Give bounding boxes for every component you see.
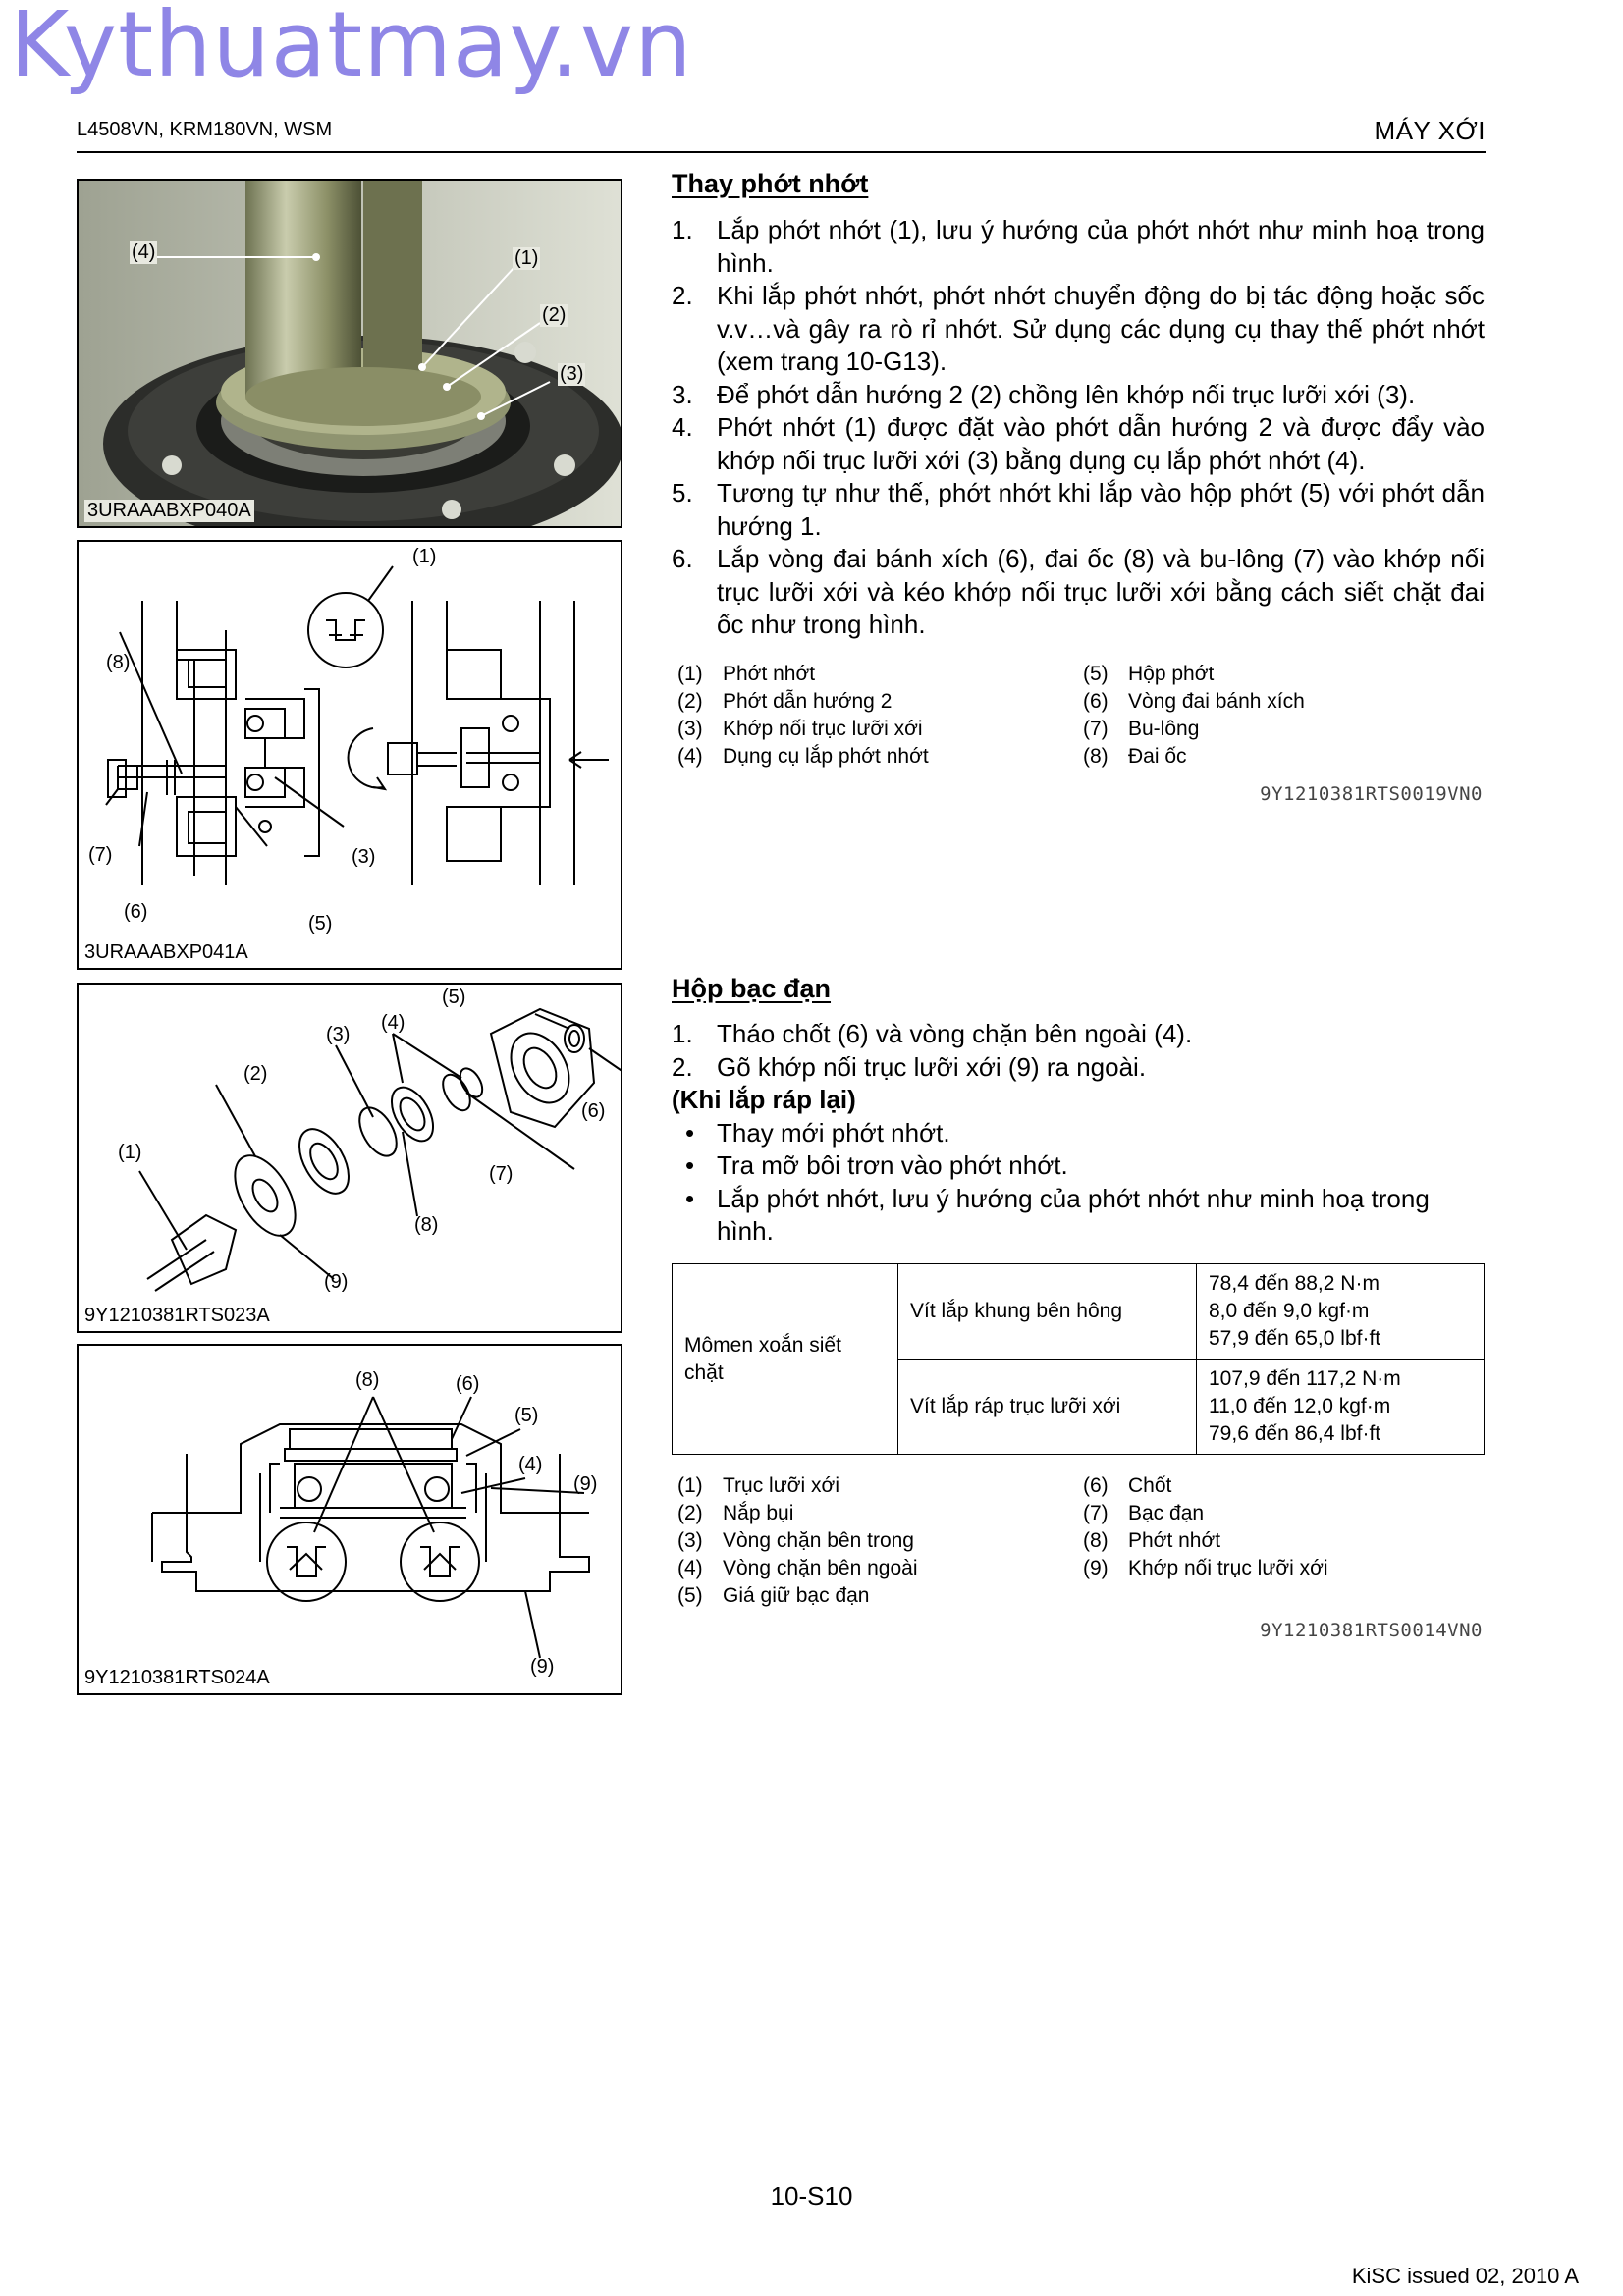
legend-item: (5) Hộp phớt [1083,663,1215,685]
step-item: 6. Lắp vòng đai bánh xích (6), đai ốc (8) và bu-lông (7) vào khớp nối trục lưỡi xới và kéo khớp nối trục lưỡi xới bằng cách siết chặt đai ốc như trong hình. [672,544,1485,639]
callout-4: (4) [381,1012,406,1034]
site-watermark: Kythuatmay.vn [10,0,693,97]
callout-4: (4) [132,241,156,263]
legend-item: (2) Nắp bụi [677,1502,794,1524]
page-number: 10-S10 [770,2181,853,2211]
callout-5: (5) [514,1405,539,1426]
figure-code: 9Y1210381RTS024A [84,1667,270,1688]
figure-seal-cross-section [77,540,622,970]
reference-code: 9Y1210381RTS0014VN0 [1260,1620,1483,1641]
bearing-case-legend [677,1472,1483,1610]
legend-item: (7) Bạc đạn [1083,1502,1205,1524]
legend-item: (5) Giá giữ bạc đạn [677,1584,870,1607]
callout-7: (7) [489,1163,514,1185]
torque-value-cell: 107,9 đến 117,2 N·m 11,0 đến 12,0 kgf·m 79,6 đến 86,4 lbf·ft [1197,1360,1485,1455]
figure-code: 3URAAABXP041A [84,941,248,963]
torque-spec-table [672,1263,1485,1455]
callout-5: (5) [308,913,333,934]
issue-footer: KiSC issued 02, 2010 A [1351,2264,1579,2288]
chapter-title-header: MÁY XỚI [1374,116,1486,145]
legend-item: (4) Vòng chặn bên ngoài [677,1557,918,1579]
callout-4: (4) [518,1454,543,1475]
callout-8: (8) [414,1214,439,1236]
figure-seal-photo [77,179,622,528]
callout-1: (1) [412,546,437,567]
manual-model-header: L4508VN, KRM180VN, WSM [77,119,333,140]
bearing-case-steps [672,1018,1485,1249]
legend-item: (9) Khớp nối trục lưỡi xới [1083,1557,1328,1579]
legend-item: (6) Chốt [1083,1474,1172,1497]
figure-exploded-view [77,983,622,1333]
legend-item: (3) Khớp nối trục lưỡi xới [677,718,923,740]
callout-1: (1) [118,1142,142,1163]
callout-8: (8) [355,1369,380,1391]
legend-item: (1) Phớt nhớt [677,663,816,685]
seal-photo-illustration [79,181,622,528]
callout-5: (5) [442,987,466,1008]
torque-label-cell: Mômen xoắn siết chặt [673,1264,898,1455]
step-item: 5. Tương tự như thế, phớt nhớt khi lắp vào hộp phớt (5) với phớt dẫn hướng 1. [672,478,1485,541]
callout-6: (6) [124,901,148,923]
callout-8: (8) [106,652,131,673]
oil-seal-steps [672,214,1485,642]
callout-2: (2) [243,1063,268,1085]
legend-item: (3) Vòng chặn bên trong [677,1529,914,1552]
torque-value-cell: 78,4 đến 88,2 N·m 8,0 đến 9,0 kgf·m 57,9 đến 65,0 lbf·ft [1197,1264,1485,1360]
bullet-item: • Thay mới phớt nhớt. [685,1117,950,1148]
header-rule [77,151,1486,153]
legend-item: (6) Vòng đai bánh xích [1083,690,1305,713]
bullet-item: • Tra mỡ bôi trơn vào phớt nhớt. [685,1150,1068,1180]
callout-9: (9) [324,1271,349,1293]
cross-section-illustration [79,542,622,970]
figure-code: 9Y1210381RTS023A [84,1305,270,1326]
table-row [673,1264,1485,1360]
step-item: 3. Để phớt dẫn hướng 2 (2) chồng lên khớp nối trục lưỡi xới (3). [672,379,1416,409]
callout-6: (6) [581,1100,606,1122]
callout-9: (9) [530,1656,555,1678]
callout-9: (9) [573,1473,598,1495]
callout-3: (3) [560,363,584,385]
callout-7: (7) [88,844,113,866]
step-item: 1. Lắp phớt nhớt (1), lưu ý hướng của phớt nhớt như minh hoạ trong hình. [672,215,1485,278]
step-item: 4. Phớt nhớt (1) được đặt vào phớt dẫn hướng 2 và được đẩy vào khớp nối trục lưỡi xới (3) bằng dụng cụ lắp phớt nhớt (4). [672,412,1485,475]
callout-2: (2) [542,304,567,326]
callout-6: (6) [456,1373,480,1395]
legend-item: (1) Trục lưỡi xới [677,1474,839,1497]
exploded-view-illustration [79,985,622,1333]
step-item: 1. Tháo chốt (6) và vòng chặn bên ngoài (4). [672,1019,1193,1048]
figure-code: 3URAAABXP040A [84,500,254,522]
torque-item-cell: Vít lắp ráp trục lưỡi xới [898,1360,1197,1455]
section-title-bearing-case: Hộp bạc đạn [672,974,832,1003]
legend-item: (4) Dụng cụ lắp phớt nhớt [677,745,929,768]
callout-3: (3) [326,1024,351,1045]
section-title-oil-seal: Thay phớt nhớt [672,169,869,198]
step-item: 2. Gõ khớp nối trục lưỡi xới (9) ra ngoài. [672,1051,1147,1082]
reassembly-heading: (Khi lắp ráp lại) [672,1085,856,1114]
oil-seal-legend [677,661,1483,771]
legend-item: (8) Phớt nhớt [1083,1529,1221,1552]
legend-item: (8) Đai ốc [1083,745,1187,768]
reference-code: 9Y1210381RTS0019VN0 [1260,783,1483,805]
legend-item: (7) Bu-lông [1083,718,1200,740]
callout-3: (3) [352,846,376,868]
bullet-item: • Lắp phớt nhớt, lưu ý hướng của phớt nhớt như minh hoạ trong hình. [685,1183,1430,1246]
step-item: 2. Khi lắp phớt nhớt, phớt nhớt chuyển động do bị tác động hoặc sốc v.v…và gây ra rò rỉ nhớt. Sử dụng các dụng cụ thay thế phớt nhớt (xem trang 10-G13). [672,281,1485,376]
figure-bearing-cross-section [77,1344,622,1695]
legend-item: (2) Phớt dẫn hướng 2 [677,690,893,713]
callout-1: (1) [514,247,539,269]
torque-item-cell: Vít lắp khung bên hông [898,1264,1197,1360]
bearing-section-illustration [79,1346,622,1695]
